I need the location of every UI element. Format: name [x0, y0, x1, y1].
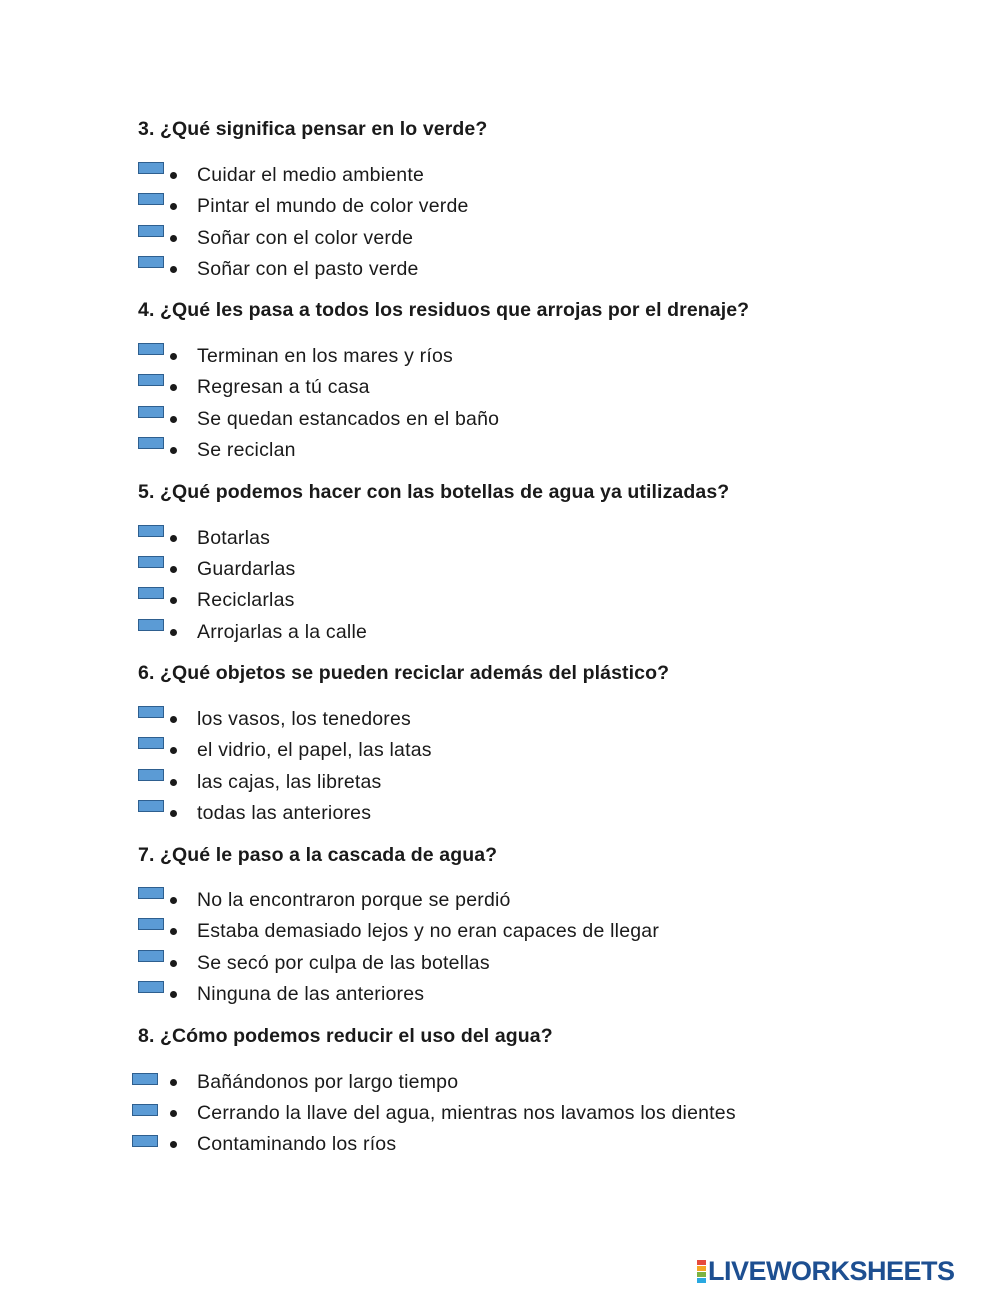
option-3b	[0, 195, 1000, 223]
answer-box[interactable]	[138, 437, 164, 449]
answer-box[interactable]	[138, 162, 164, 174]
answer-box[interactable]	[138, 525, 164, 537]
answer-box[interactable]	[138, 225, 164, 237]
answer-box[interactable]	[138, 343, 164, 355]
bullet-icon	[170, 991, 177, 998]
logo-block	[697, 1266, 706, 1271]
question-title: 8. ¿Cómo podemos reducir el uso del agua?	[138, 1025, 553, 1047]
answer-box[interactable]	[138, 706, 164, 718]
bullet-icon	[170, 353, 177, 360]
bullet-icon	[170, 810, 177, 817]
option-5d	[0, 621, 1000, 649]
logo-block	[697, 1278, 706, 1283]
question-title: 5. ¿Qué podemos hacer con las botellas de agua ya utilizadas?	[138, 481, 730, 503]
option-text: Cuidar el medio ambiente	[197, 164, 425, 186]
option-text: Soñar con el pasto verde	[197, 258, 419, 280]
option-5a	[0, 527, 1000, 555]
option-text: Regresan a tú casa	[197, 376, 370, 398]
bullet-icon	[170, 384, 177, 391]
bullet-icon	[170, 535, 177, 542]
option-6a	[0, 708, 1000, 736]
bullet-icon	[170, 747, 177, 754]
bullet-icon	[170, 172, 177, 179]
option-4a	[0, 345, 1000, 373]
answer-box[interactable]	[138, 800, 164, 812]
bullet-icon	[170, 566, 177, 573]
option-text: Se secó por culpa de las botellas	[197, 952, 490, 974]
bullet-icon	[170, 235, 177, 242]
option-7a	[0, 889, 1000, 917]
bullet-icon	[170, 716, 177, 723]
answer-box[interactable]	[138, 193, 164, 205]
answer-box[interactable]	[138, 619, 164, 631]
option-text: Se quedan estancados en el baño	[197, 408, 500, 430]
option-text: Bañándonos por largo tiempo	[197, 1071, 459, 1093]
option-text: los vasos, los tenedores	[197, 708, 411, 730]
option-6c	[0, 771, 1000, 799]
option-text: Reciclarlas	[197, 589, 295, 611]
answer-box[interactable]	[138, 587, 164, 599]
option-text: Contaminando los ríos	[197, 1133, 397, 1155]
option-6d	[0, 802, 1000, 830]
liveworksheets-logo-icon	[697, 1260, 706, 1283]
option-5b	[0, 558, 1000, 586]
option-text: Cerrando la llave del agua, mientras nos lavamos los dientes	[197, 1102, 736, 1124]
option-text: Ninguna de las anteriores	[197, 983, 425, 1005]
option-text: Terminan en los mares y ríos	[197, 345, 453, 367]
option-text: Pintar el mundo de color verde	[197, 195, 469, 217]
question-title: 6. ¿Qué objetos se pueden reciclar además del plástico?	[138, 662, 670, 684]
answer-box[interactable]	[138, 256, 164, 268]
logo-block	[697, 1272, 706, 1277]
option-5c	[0, 589, 1000, 617]
option-text: Estaba demasiado lejos y no eran capaces de llegar	[197, 920, 660, 942]
bullet-icon	[170, 960, 177, 967]
option-8c	[0, 1133, 1000, 1161]
liveworksheets-brand	[697, 1256, 955, 1286]
bullet-icon	[170, 266, 177, 273]
option-text: Soñar con el color verde	[197, 227, 414, 249]
option-text: el vidrio, el papel, las latas	[197, 739, 432, 761]
answer-box[interactable]	[132, 1073, 158, 1085]
option-6b	[0, 739, 1000, 767]
answer-box[interactable]	[138, 374, 164, 386]
bullet-icon	[170, 447, 177, 454]
option-4d	[0, 439, 1000, 467]
bullet-icon	[170, 779, 177, 786]
option-text: las cajas, las libretas	[197, 771, 382, 793]
answer-box[interactable]	[138, 737, 164, 749]
option-text: Botarlas	[197, 527, 271, 549]
answer-box[interactable]	[138, 887, 164, 899]
bullet-icon	[170, 1079, 177, 1086]
question-title: 3. ¿Qué significa pensar en lo verde?	[138, 118, 488, 140]
bullet-icon	[170, 416, 177, 423]
answer-box[interactable]	[138, 556, 164, 568]
option-8b	[0, 1102, 1000, 1130]
option-3c	[0, 227, 1000, 255]
bullet-icon	[170, 629, 177, 636]
bullet-icon	[170, 597, 177, 604]
question-title: 4. ¿Qué les pasa a todos los residuos que arrojas por el drenaje?	[138, 299, 750, 321]
bullet-icon	[170, 897, 177, 904]
bullet-icon	[170, 203, 177, 210]
option-4c	[0, 408, 1000, 436]
option-text: No la encontraron porque se perdió	[197, 889, 511, 911]
answer-box[interactable]	[138, 981, 164, 993]
answer-box[interactable]	[138, 950, 164, 962]
option-3a	[0, 164, 1000, 192]
brand-text: LIVEWORKSHEETS	[708, 1256, 955, 1286]
option-3d	[0, 258, 1000, 286]
answer-box[interactable]	[132, 1104, 158, 1116]
bullet-icon	[170, 1141, 177, 1148]
answer-box[interactable]	[138, 918, 164, 930]
option-7c	[0, 952, 1000, 980]
option-8a	[0, 1071, 1000, 1099]
question-title: 7. ¿Qué le paso a la cascada de agua?	[138, 844, 498, 866]
option-text: todas las anteriores	[197, 802, 372, 824]
option-text: Arrojarlas a la calle	[197, 621, 368, 643]
answer-box[interactable]	[138, 769, 164, 781]
option-7b	[0, 920, 1000, 948]
answer-box[interactable]	[138, 406, 164, 418]
answer-box[interactable]	[132, 1135, 158, 1147]
option-7d	[0, 983, 1000, 1011]
bullet-icon	[170, 928, 177, 935]
bullet-icon	[170, 1110, 177, 1117]
option-text: Guardarlas	[197, 558, 296, 580]
logo-block	[697, 1260, 706, 1265]
option-4b	[0, 376, 1000, 404]
option-text: Se reciclan	[197, 439, 296, 461]
